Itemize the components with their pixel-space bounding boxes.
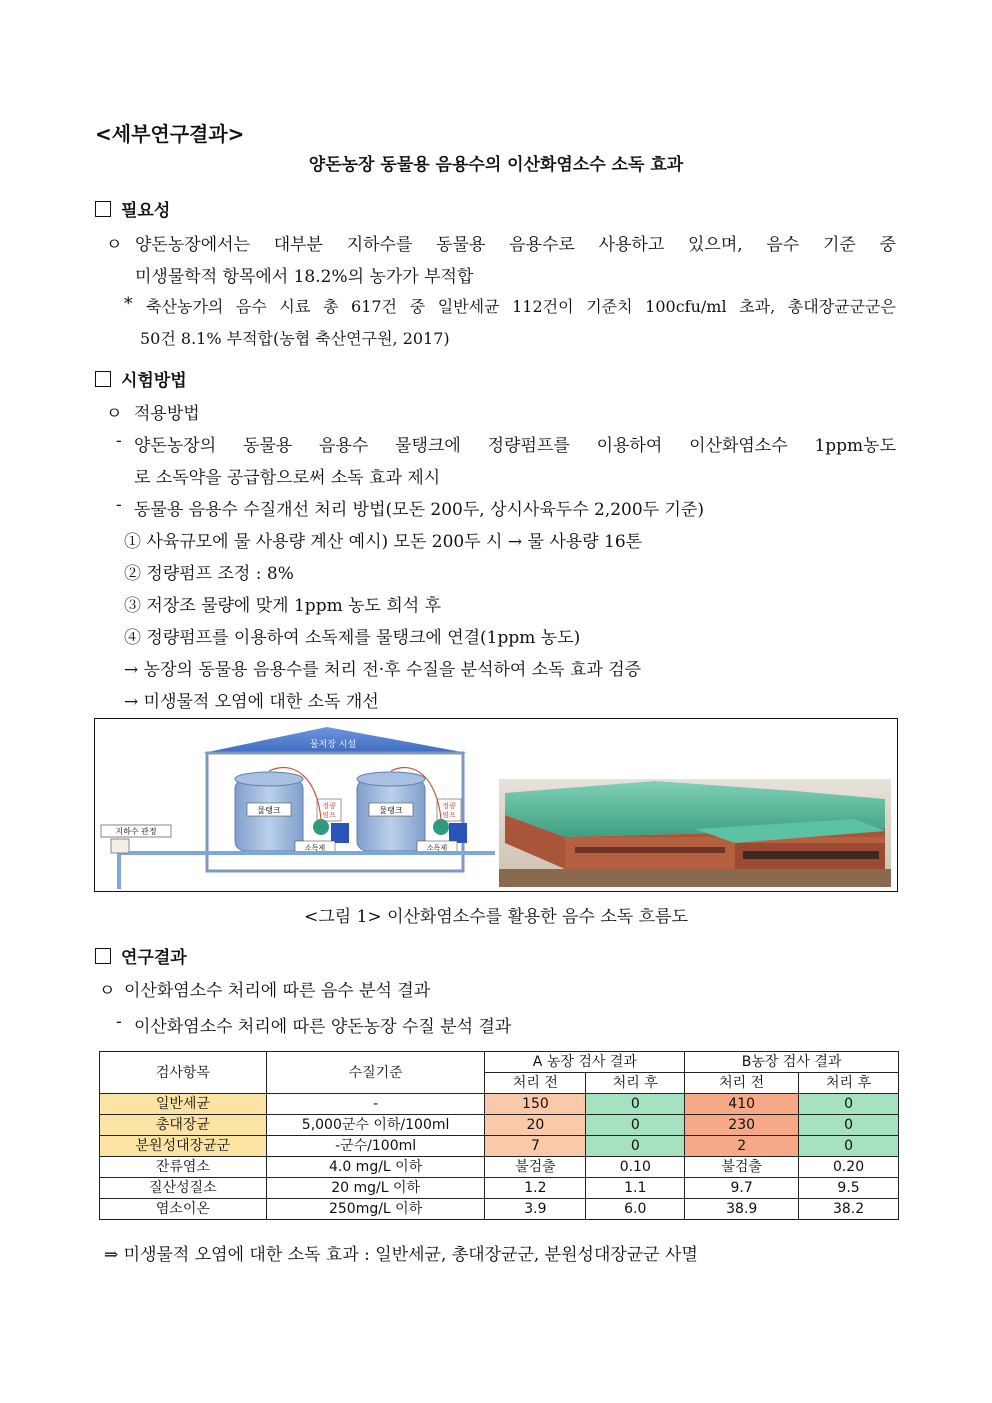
method-heading [95, 366, 187, 391]
disinfectant-2-bottle [449, 823, 467, 843]
b-after-cell: 0.20 [799, 1157, 899, 1178]
standard-cell: 250mg/L 이하 [266, 1199, 485, 1220]
standard-cell: 20 mg/L 이하 [266, 1178, 485, 1199]
method-step-6: → 미생물적 오염에 대한 소독 개선 [124, 692, 379, 712]
standard-cell: -군수/100ml [266, 1136, 485, 1157]
method-detail-line-2: 로 소독약을 공급함으로써 소독 효과 제시 [134, 468, 441, 488]
item-cell: 질산성질소 [100, 1178, 267, 1199]
item-cell: 총대장균 [100, 1115, 267, 1136]
item-cell: 분원성대장균군 [100, 1136, 267, 1157]
header-farm-b: B농장 검사 결과 [685, 1052, 899, 1073]
table-header-row [100, 1052, 899, 1073]
tank-1-label: 물탱크 [257, 806, 281, 815]
method-detail-line-1: 양돈농장의 동물용 음용수 물탱크에 정량펌프를 이용하여 이산화염소수 1ppm농도 [134, 436, 896, 456]
item-cell: 잔류염소 [100, 1157, 267, 1178]
a-before-cell: 7 [485, 1136, 586, 1157]
pump-1-icon [313, 819, 329, 835]
disinfectant-2-label: 소독제 [426, 844, 448, 852]
a-after-cell: 0 [586, 1094, 685, 1115]
checkbox-square-icon [95, 948, 111, 964]
tank-2-label: 물탱크 [379, 806, 403, 815]
method-step-2: ② 정량펌프 조정 : 8% [124, 564, 294, 584]
results-subheading: 이산화염소수 처리에 따른 음수 분석 결과 [124, 981, 431, 1001]
item-cell: 염소이온 [100, 1199, 267, 1220]
table-row [100, 1178, 899, 1199]
a-before-cell: 1.2 [485, 1178, 586, 1199]
necessity-heading-text: 필요성 [121, 201, 171, 221]
header-farm-a: A 농장 검사 결과 [485, 1052, 685, 1073]
b-before-cell: 2 [685, 1136, 799, 1157]
pump-1-label: 정량 펌프 [322, 802, 336, 819]
results-detail: 이산화염소수 처리에 따른 양돈농장 수질 분석 결과 [134, 1017, 512, 1037]
method-bullet: ㅇ [106, 404, 123, 424]
water-tank-2-top [357, 772, 425, 786]
header-b-after: 처리 후 [799, 1073, 899, 1094]
a-before-cell: 20 [485, 1115, 586, 1136]
results-bullet: ㅇ [99, 981, 116, 1001]
a-after-cell: 6.0 [586, 1199, 685, 1220]
method-step-5: → 농장의 동물용 음용수를 처리 전·후 수질을 분석하여 소독 효과 검증 [124, 660, 642, 680]
b-before-cell: 410 [685, 1094, 799, 1115]
method-detail-2: 동물용 음용수 수질개선 처리 방법(모돈 200두, 상시사육두수 2,200두 기준) [134, 500, 704, 520]
a-after-cell: 0 [586, 1136, 685, 1157]
standard-cell: 4.0 mg/L 이하 [266, 1157, 485, 1178]
necessity-note-line-2: 50건 8.1% 부적합(농협 축산연구원, 2017) [140, 329, 450, 348]
a-before-cell: 150 [485, 1094, 586, 1115]
water-tank-1-top [235, 772, 303, 786]
flow-diagram [95, 719, 897, 891]
roof-label: 물저장 시설 [309, 740, 357, 750]
necessity-line-2: 미생물학적 항목에서 18.2%의 농가가 부적합 [135, 267, 474, 287]
disinfectant-1-label: 소독제 [304, 844, 326, 852]
necessity-heading [95, 196, 170, 221]
well-head-icon [111, 839, 129, 853]
conclusion: ⇒ 미생물적 오염에 대한 소독 효과 : 일반세균, 총대장균군, 분원성대장균군 사멸 [104, 1245, 698, 1265]
pump-2-icon [433, 819, 449, 835]
b-before-cell: 9.7 [685, 1178, 799, 1199]
flow-diagram-figure [94, 718, 898, 892]
a-after-cell: 1.1 [586, 1178, 685, 1199]
b-after-cell: 9.5 [799, 1178, 899, 1199]
item-cell: 일반세균 [100, 1094, 267, 1115]
groundwater-label: 지하수 관정 [115, 827, 157, 836]
table-row [100, 1199, 899, 1220]
method-step-4: ④ 정량펌프를 이용하여 소독제를 물탱크에 연결(1ppm 농도) [124, 628, 581, 648]
a-before-cell: 3.9 [485, 1199, 586, 1220]
method-dash-1: - [116, 431, 122, 451]
method-heading-text: 시험방법 [121, 371, 187, 391]
method-step-1: ① 사육규모에 물 사용량 계산 예시) 모돈 200두 시 → 물 사용량 16톤 [124, 532, 643, 552]
header-b-before: 처리 전 [685, 1073, 799, 1094]
checkbox-square-icon [95, 201, 111, 217]
results-heading-text: 연구결과 [121, 948, 187, 968]
b-after-cell: 38.2 [799, 1199, 899, 1220]
a-after-cell: 0 [586, 1115, 685, 1136]
document-title: 양돈농장 동물용 음용수의 이산화염소수 소독 효과 [308, 155, 684, 175]
header-standard: 수질기준 [266, 1052, 485, 1094]
b-after-cell: 0 [799, 1115, 899, 1136]
water-quality-table [99, 1051, 899, 1220]
necessity-note-line-1: 축산농가의 음수 시료 총 617건 중 일반세균 112건이 기준치 100cfu/ml 초과, 총대장균군군은 [146, 297, 896, 316]
table-row [100, 1094, 899, 1115]
results-dash: - [116, 1012, 122, 1032]
standard-cell: - [266, 1094, 485, 1115]
method-subheading: 적용방법 [134, 404, 200, 424]
results-heading [95, 943, 187, 968]
b-before-cell: 38.9 [685, 1199, 799, 1220]
table-row [100, 1157, 899, 1178]
method-step-3: ③ 저장조 물량에 맞게 1ppm 농도 희석 후 [124, 596, 442, 616]
table-row [100, 1136, 899, 1157]
header-item: 검사항목 [100, 1052, 267, 1094]
barn-photo [499, 779, 891, 887]
necessity-bullet: ㅇ [106, 235, 123, 255]
method-dash-2: - [116, 495, 122, 515]
checkbox-square-icon [95, 371, 111, 387]
b-before-cell: 불검출 [685, 1157, 799, 1178]
necessity-note-mark: * [124, 294, 133, 314]
section-heading: <세부연구결과> [95, 122, 245, 146]
header-a-after: 처리 후 [586, 1073, 685, 1094]
a-after-cell: 0.10 [586, 1157, 685, 1178]
figure-caption: <그림 1> 이산화염소수를 활용한 음수 소독 흐름도 [304, 907, 688, 927]
table-row [100, 1115, 899, 1136]
header-a-before: 처리 전 [485, 1073, 586, 1094]
b-before-cell: 230 [685, 1115, 799, 1136]
a-before-cell: 불검출 [485, 1157, 586, 1178]
standard-cell: 5,000군수 이하/100ml [266, 1115, 485, 1136]
necessity-line-1: 양돈농장에서는 대부분 지하수를 동물용 음용수로 사용하고 있으며, 음수 기준 중 [135, 235, 896, 255]
b-after-cell: 0 [799, 1094, 899, 1115]
disinfectant-1-bottle [331, 823, 349, 843]
b-after-cell: 0 [799, 1136, 899, 1157]
pump-2-label: 정량 펌프 [442, 802, 456, 819]
